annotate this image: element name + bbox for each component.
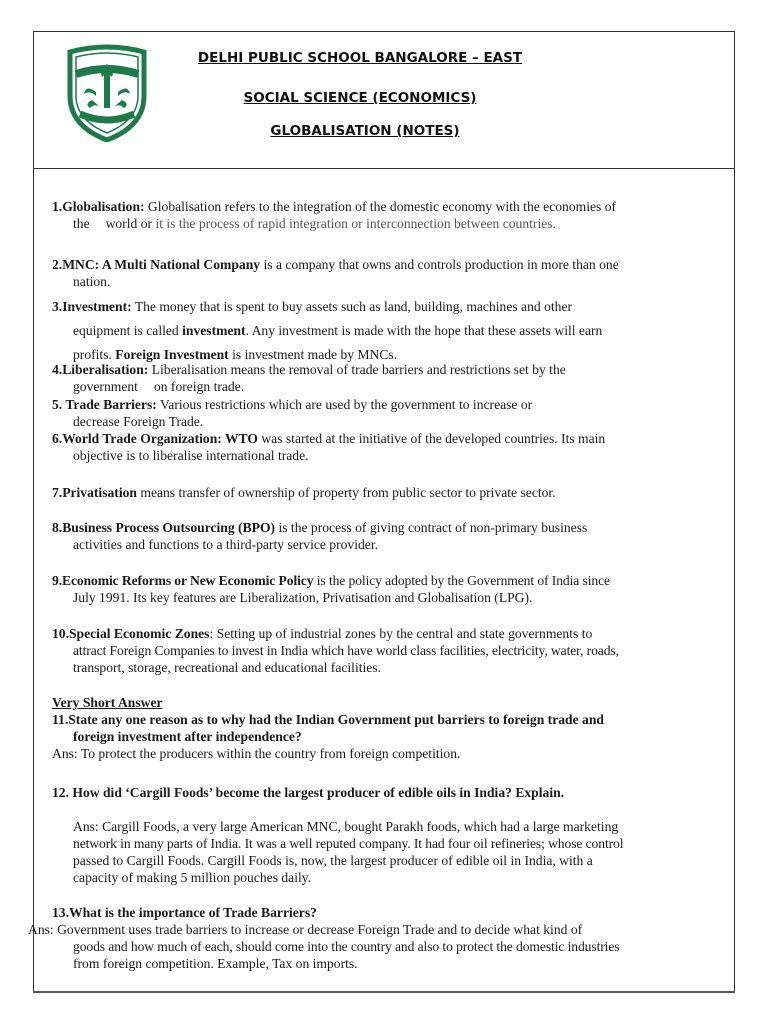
answer-13-line: from foreign competition. Example, Tax on imports. (73, 956, 358, 971)
answer-12-block (52, 818, 720, 886)
definition-text: . Any investment is made with the hope that these assets will earn (245, 323, 603, 338)
definition-text: means transfer of ownership of property from public sector to private sector. (136, 485, 556, 500)
definition-text: equipment is called (73, 323, 183, 338)
term: 8.Business Process Outsourcing (BPO) (52, 520, 276, 535)
definition-text: transport, storage, recreational and educational facilities. (73, 660, 381, 675)
question-11-cont: foreign investment after independence? (73, 729, 302, 744)
definition-text: attract Foreign Companies to invest in India which have world class facilities, electricity, water, roads, (73, 643, 619, 658)
answer-13-line: goods and how much of each, should come into the country and also to protect the domestic industries (73, 939, 620, 954)
answer-12-line: passed to Cargill Foods. Cargill Foods is, now, the largest producer of edible oil in India, with a (73, 853, 593, 868)
answer-12-line: Ans: Cargill Foods, a very large American MNC, bought Parakh foods, which had a large marketing (73, 819, 619, 834)
definition-text: on foreign trade. (153, 379, 245, 394)
school-name: DELHI PUBLIC SCHOOL BANGALORE – EAST (197, 50, 523, 66)
term: 3.Investment: (52, 299, 132, 314)
definition-text: decrease Foreign Trade. (73, 414, 204, 429)
definition-text: Globalisation refers to the integration of the domestic economy with the economies of (144, 199, 617, 214)
very-short-answer-section (52, 694, 720, 762)
item-wto (52, 430, 720, 464)
answer-11: Ans: To protect the producers within the country from foreign competition. (52, 746, 461, 761)
term: 2.MNC: A Multi National Company (52, 257, 261, 272)
item-trade-barriers (52, 396, 720, 430)
definition-text: is investment made by MNCs. (228, 347, 398, 362)
question-12: 12. How did ‘Cargill Foods’ become the largest producer of edible oils in India? Explain. (52, 785, 565, 800)
term: 1.Globalisation: (52, 199, 145, 214)
term: 5. Trade Barriers: (52, 397, 157, 412)
notes-title: GLOBALISATION (NOTES) (270, 123, 460, 139)
item-globalisation (52, 198, 720, 232)
definition-text: government (73, 379, 138, 394)
definition-text: objective is to liberalise international trade. (73, 448, 309, 463)
term: 9.Economic Reforms or New Economic Policy (52, 573, 314, 588)
answer-13-line: Ans: Government uses trade barriers to increase or decrease Foreign Trade and to decide what kind of (28, 922, 583, 937)
definition-text: is the policy adopted by the Government of India since (313, 573, 610, 588)
question-13-block (28, 904, 720, 972)
definition-text: is a company that owns and controls production in more than one (260, 257, 619, 272)
answer-12-line: network in many parts of India. It was a well reputed company. It had four oil refineries; whose control (73, 836, 624, 851)
frame-bottom-edge (33, 991, 735, 993)
answer-12-line: capacity of making 5 million pouches daily. (73, 870, 312, 885)
school-crest-icon (66, 44, 148, 142)
item-sez (52, 625, 720, 676)
definition-text: Various restrictions which are used by the government to increase or (156, 397, 533, 412)
definition-text: July 1991. Its key features are Liberalization, Privatisation and Globalisation (LPG). (73, 590, 533, 605)
definition-text: investment (182, 323, 246, 338)
definition-text: The money that is spent to buy assets such as land, building, machines and other (131, 299, 573, 314)
section-heading: Very Short Answer (52, 695, 163, 710)
definition-text: activities and functions to a third-party service provider. (73, 537, 379, 552)
question-12-block (52, 784, 720, 801)
term: 6.World Trade Organization: WTO (52, 431, 258, 446)
header-divider (33, 168, 735, 169)
term: 7.Privatisation (52, 485, 137, 500)
item-bpo (52, 519, 720, 553)
definition-text: it is the process of rapid integration or interconnection between countries. (152, 216, 556, 231)
definition-text: is the process of giving contract of non-primary business (275, 520, 588, 535)
item-economic-reforms (52, 572, 720, 606)
question-11: 11.State any one reason as to why had the Indian Government put barriers to foreign trade and (52, 712, 604, 727)
item-liberalisation (52, 361, 720, 395)
definition-text: : Setting up of industrial zones by the central and state governments to (209, 626, 593, 641)
definition-text: the (73, 216, 90, 231)
item-mnc (52, 256, 720, 290)
item-privatisation (52, 484, 720, 501)
definition-text: was started at the initiative of the developed countries. Its main (257, 431, 606, 446)
definition-text: profits. (73, 347, 116, 362)
subject-title: SOCIAL SCIENCE (ECONOMICS) (243, 90, 477, 106)
term: 4.Liberalisation: (52, 362, 149, 377)
definition-text: Liberalisation means the removal of trade barriers and restrictions set by the (148, 362, 566, 377)
definition-text: world or (105, 216, 153, 231)
term: 10.Special Economic Zones (52, 626, 210, 641)
definition-text: Foreign Investment (115, 347, 229, 362)
definition-text: nation. (73, 274, 111, 289)
item-investment (52, 295, 720, 367)
question-13: 13.What is the importance of Trade Barriers? (52, 905, 317, 920)
